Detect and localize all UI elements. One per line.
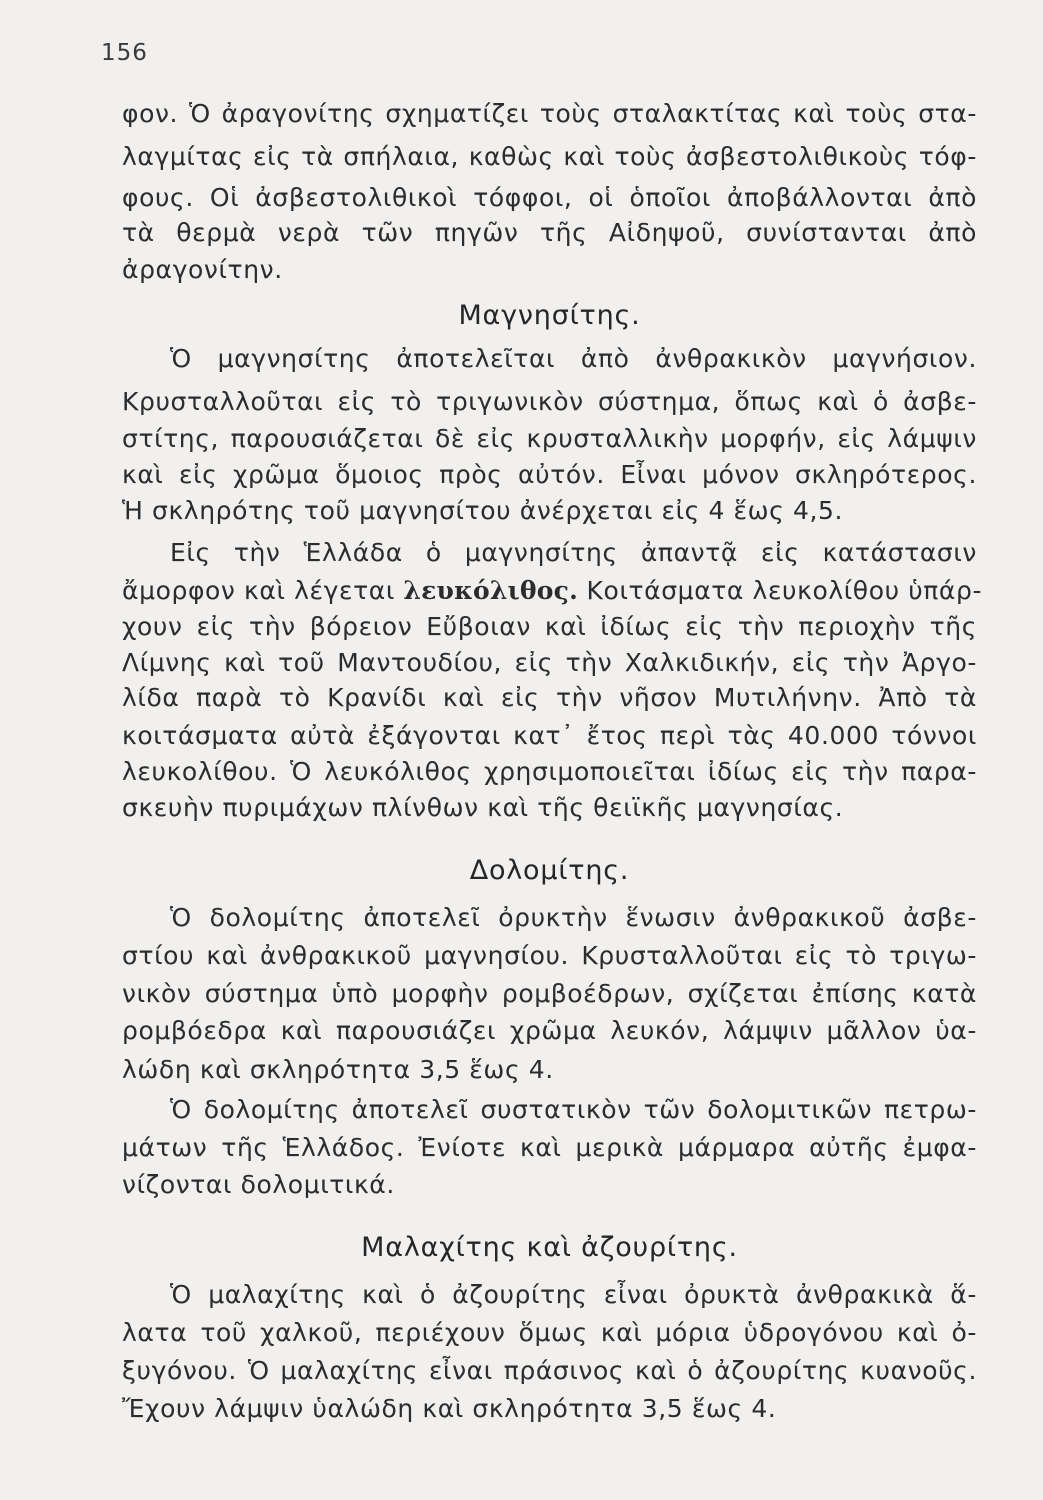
text-line: στίου καὶ ἀνθρακικοῦ μαγνησίου. Κρυσταλλοῦται εἰς τὸ τριγω- bbox=[122, 941, 977, 970]
text-line: Ἡ σκληρότης τοῦ μαγνησίτου ἀνέρχεται εἰς 4 ἕως 4,5. bbox=[122, 496, 844, 525]
text-line: λαγμίτας εἰς τὰ σπήλαια, καθὼς καὶ τοὺς ἀσβεστολιθικοὺς τόφ- bbox=[122, 142, 977, 171]
text-line: τὰ θερμὰ νερὰ τῶν πηγῶν τῆς Αἰδηψοῦ, συνίστανται ἀπὸ bbox=[122, 218, 977, 247]
text-line: λευκολίθου. Ὁ λευκόλιθος χρησιμοποιεῖται ἰδίως εἰς τὴν παρα- bbox=[122, 757, 977, 786]
section-heading-dolomite: Δολομίτης. bbox=[469, 855, 630, 886]
text-line: καὶ εἰς χρῶμα ὅμοιος πρὸς αὐτόν. Εἶναι μόνον σκληρότερος. bbox=[122, 460, 977, 489]
text-line: σκευὴν πυριμάχων πλίνθων καὶ τῆς θειϊκῆς μαγνησίας. bbox=[122, 793, 844, 822]
bold-term: λευκόλιθος. bbox=[403, 576, 579, 605]
text-run: ἄμορφον καὶ λέγεται bbox=[122, 576, 404, 605]
text-line: ξυγόνου. Ὁ μαλαχίτης εἶναι πράσινος καὶ ὁ ἀζουρίτης κυανοῦς. bbox=[122, 1356, 977, 1385]
text-line: νικὸν σύστημα ὑπὸ μορφὴν ρομβοέδρων, σχίζεται ἐπίσης κατὰ bbox=[122, 979, 977, 1008]
section-heading-malachite: Μαλαχίτης καὶ ἀζουρίτης. bbox=[361, 1232, 738, 1263]
text-line: λώδη καὶ σκληρότητα 3,5 ἕως 4. bbox=[122, 1055, 554, 1084]
text-line: νίζονται δολομιτικά. bbox=[122, 1170, 395, 1199]
text-line: Ὁ μαγνησίτης ἀποτελεῖται ἀπὸ ἀνθρακικὸν μαγνήσιον. bbox=[170, 344, 977, 373]
text-line: Ὁ δολομίτης ἀποτελεῖ ὀρυκτὴν ἕνωσιν ἀνθρακικοῦ ἀσβε- bbox=[170, 903, 977, 932]
text-line: Ἔχουν λάμψιν ὑαλώδη καὶ σκληρότητα 3,5 ἕως 4. bbox=[122, 1394, 777, 1423]
text-line: ἀραγονίτην. bbox=[122, 255, 283, 284]
text-line: Ὁ μαλαχίτης καὶ ὁ ἀζουρίτης εἶναι ὀρυκτὰ ἀνθρακικὰ ἅ- bbox=[170, 1280, 977, 1309]
page-number: 156 bbox=[101, 40, 148, 66]
text-line: λίδα παρὰ τὸ Κρανίδι καὶ εἰς τὴν νῆσον Μυτιλήνην. Ἀπὸ τὰ bbox=[122, 683, 977, 712]
text-line: Εἰς τὴν Ἑλλάδα ὁ μαγνησίτης ἀπαντᾷ εἰς κατάστασιν bbox=[170, 538, 977, 567]
text-line-with-term bbox=[122, 576, 983, 606]
text-line: στίτης, παρουσιάζεται δὲ εἰς κρυσταλλικὴν μορφήν, εἰς λάμψιν bbox=[122, 424, 977, 453]
text-line: φον. Ὁ ἀραγονίτης σχηματίζει τοὺς σταλακτίτας καὶ τοὺς στα- bbox=[122, 99, 977, 128]
text-line: Ὁ δολομίτης ἀποτελεῖ συστατικὸν τῶν δολομιτικῶν πετρω- bbox=[170, 1095, 977, 1124]
text-line: μάτων τῆς Ἑλλάδος. Ἐνίοτε καὶ μερικὰ μάρμαρα αὐτῆς ἐμφα- bbox=[122, 1133, 977, 1162]
text-line: κοιτάσματα αὐτὰ ἐξάγονται κατ᾿ ἔτος περὶ τὰς 40.000 τόννοι bbox=[122, 721, 977, 750]
text-line: λατα τοῦ χαλκοῦ, περιέχουν ὅμως καὶ μόρια ὑδρογόνου καὶ ὀ- bbox=[122, 1318, 977, 1347]
section-heading-magnesite: Μαγνησίτης. bbox=[458, 300, 641, 331]
text-line: Κρυσταλλοῦται εἰς τὸ τριγωνικὸν σύστημα, ὅπως καὶ ὁ ἀσβε- bbox=[122, 387, 977, 416]
text-line: χουν εἰς τὴν βόρειον Εὔβοιαν καὶ ἰδίως εἰς τὴν περιοχὴν τῆς bbox=[122, 612, 977, 641]
text-line: Λίμνης καὶ τοῦ Μαντουδίου, εἰς τὴν Χαλκιδικήν, εἰς τὴν Ἀργο- bbox=[122, 648, 977, 677]
text-run: Κοιτάσματα λευκολίθου ὑπάρ- bbox=[578, 576, 983, 605]
text-line: ρομβόεδρα καὶ παρουσιάζει χρῶμα λευκόν, λάμψιν μᾶλλον ὑα- bbox=[122, 1016, 977, 1045]
text-line: φους. Οἱ ἀσβεστολιθικοὶ τόφφοι, οἱ ὁποῖοι ἀποβάλλονται ἀπὸ bbox=[122, 183, 977, 212]
